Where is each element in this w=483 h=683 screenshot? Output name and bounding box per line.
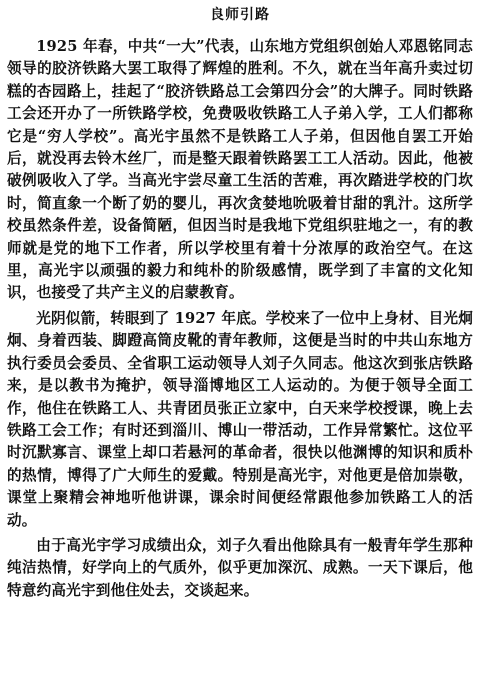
- paragraph-1: 1925 年春，中共“一大”代表，山东地方党组织创始人邓恩铭同志领导的胶济铁路大罢工取得了辉煌的胜利。不久，就在当年高升卖过切糕的杏园路上，挂起了“胶济铁路总工会第四分会”的大牌子。同时铁路工会还开办了一所铁路学校，免费吸收铁路工人子弟入学，工人们都称它是“穷人学校”。高光宇虽然不是铁路工人子弟，但因他自罢工开始后，就没再去铃木丝厂，而是整天跟着铁路罢工工人活动。因此，他被破例吸收入了学。当高光宇尝尽童工生活的苦难，再次踏进学校的门坎时，简直象一个断了奶的婴儿，再次贪婪地吮吸着甘甜的乳汁。这所学校虽然条件差，设备简陋，但因当时是我地下党组织驻地之一，有的教师就是党的地下工作者，所以学校里有着十分浓厚的政治空气。在这里，高光宇以顽强的毅力和纯朴的阶级感情，既学到了丰富的文化知识，也接受了共产主义的启蒙教育。: [7, 38, 473, 302]
- paragraph-3: 由于高光宇学习成绩出众，刘子久看出他除具有一般青年学生那种纯洁热情，好学向上的气质外，似乎更加深沉、成熟。一天下课后，他特意约高光宇到他住处去，交谈起来。: [7, 536, 473, 599]
- document-title: 良师引路: [210, 7, 270, 23]
- paragraph-2: 光阴似箭，转眼到了 1927 年底。学校来了一位中上身材、目光炯炯、身着西装、脚蹬高筒皮靴的青年教师，这便是当时的中共山东地方执行委员会委员、全省职工运动领导人刘子久同志。他这次到张店铁路来，是以教书为掩护，领导淄博地区工人运动的。为便于领导全面工作，他住在铁路工人、共青团员张正立家中，白天来学校授课，晚上去铁路工会工作；有时还到淄川、博山一带活动，工作异常繁忙。这位平时沉默寡言、课堂上却口若悬河的革命者，很快以他渊博的知识和质朴的热情，博得了广大师生的爱戴。特别是高光宇，对他更是倍加崇敬，课堂上聚精会神地听他讲课，课余时间便经常跟他参加铁路工人的活动。: [7, 309, 473, 529]
